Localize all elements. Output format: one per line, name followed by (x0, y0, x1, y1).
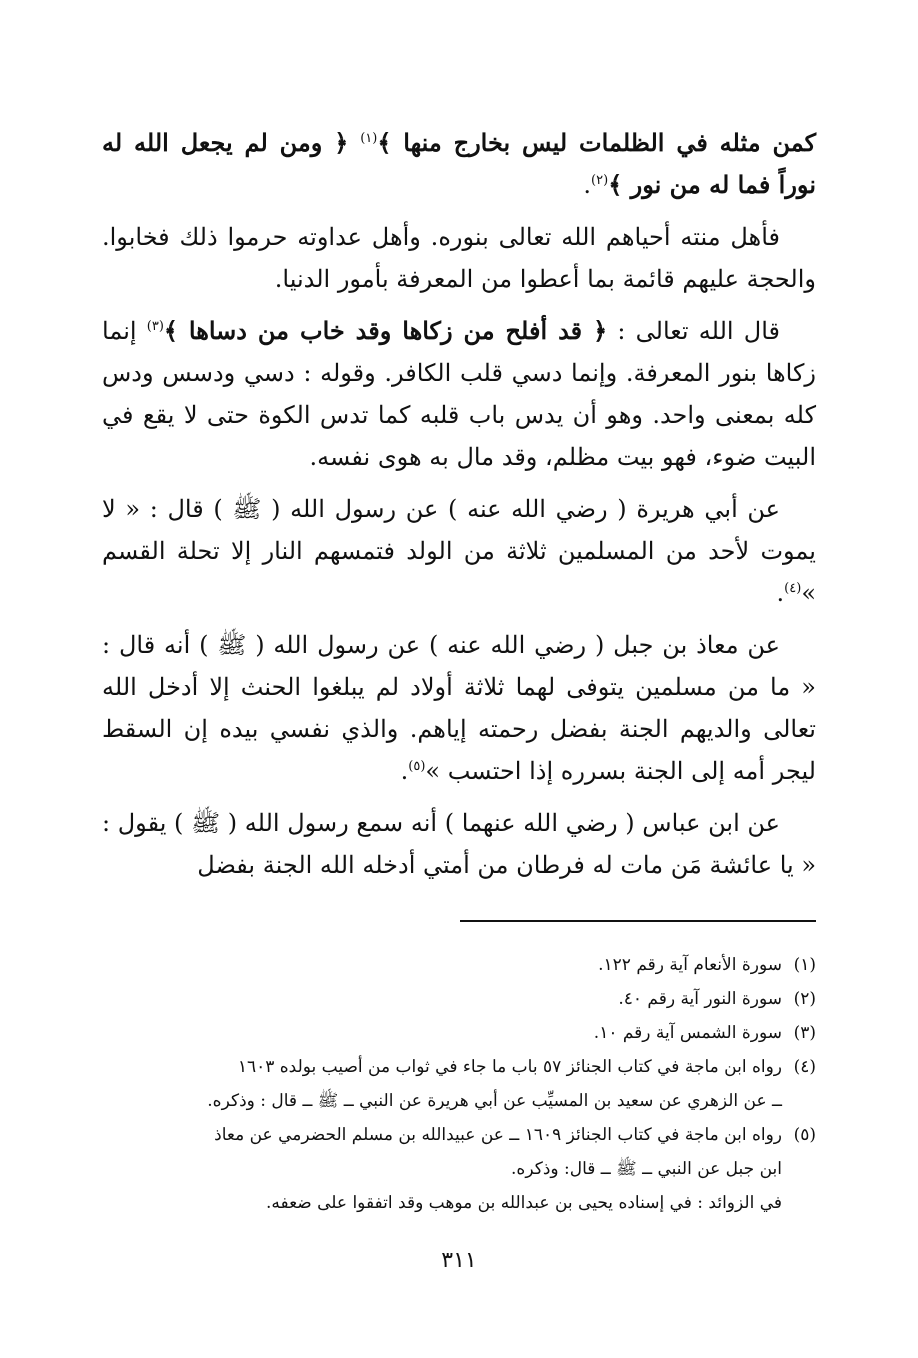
footnote-number: (٢) (793, 989, 816, 1009)
footnote-ref: (١) (360, 131, 378, 146)
footnote-text: سورة الأنعام آية رقم ١٢٢. (598, 955, 782, 975)
footnotes (102, 948, 816, 1220)
punctuation: . (776, 579, 785, 607)
footnote-ref: (٥) (408, 759, 426, 774)
footnote-number: (٥) (793, 1125, 816, 1145)
footnote-ref: (٤) (784, 581, 802, 596)
footnote-1 (102, 948, 816, 982)
footnote-zawaid-note: في الزوائد : في إسناده يحيى بن عبدالله بن موهب وقد اتفقوا على ضعفه. (265, 1193, 782, 1213)
footnote-2 (102, 982, 816, 1016)
paragraph-rest: إنما زكاها بنور المعرفة. وإنما دسي قلب الكافر. وقوله : دسي ودسس ودس كله بمعنى واحد. وهو أن يدس باب قلبه كما تدس الكوة حتى لا يقع في البيت ضوء، فهو بيت مظلم، وقد مال به هوى نفسه. (102, 317, 816, 471)
footnote-text: رواه ابن ماجة في كتاب الجنائز ١٦٠٩ ــ عن عبيدالله بن مسلم الحضرمي عن معاذ (214, 1125, 782, 1145)
footnote-number: (٣) (793, 1023, 816, 1043)
footnote-divider (460, 920, 816, 922)
footnote-ref: (٣) (146, 319, 164, 334)
footnote-number: (٤) (793, 1057, 816, 1077)
footnote-ref: (٢) (591, 173, 609, 188)
hadith-text: عن أبي هريرة ( رضي الله عنه ) عن رسول الله ( ﷺ ) قال : « لا يموت لأحد من المسلمين ثلاثة من الولد فتمسهم النار إلا تحلة القسم » (102, 495, 816, 607)
quran-verse: ﴿ قد أفلح من زكاها وقد خاب من دساها ﴾ (163, 316, 608, 345)
paragraph-4 (102, 488, 816, 614)
paragraph-lead: قال الله تعالى : (607, 317, 780, 345)
page-number: ٣١١ (441, 1248, 477, 1273)
footnote-3 (102, 1016, 816, 1050)
punctuation: . (400, 757, 409, 785)
footnote-4 (102, 1050, 816, 1084)
hadith-text: عن معاذ بن جبل ( رضي الله عنه ) عن رسول الله ( ﷺ ) أنه قال : « ما من مسلمين يتوفى لهما ثلاثة أولاد لم يبلغوا الحنث إلا أدخل الله تعالى والديهم الجنة بفضل رحمته إياهم. والذي نفسي بيده إن السقط ليجر أمه إلى الجنة بسرره إذا احتسب » (102, 631, 816, 785)
footnote-text: سورة الشمس آية رقم ١٠. (593, 1023, 782, 1043)
paragraph-2: فأهل منته أحياهم الله تعالى بنوره. وأهل عداوته حرموا ذلك فخابوا. والحجة عليهم قائمة بما أعطوا من المعرفة بأمور الدنيا. (102, 223, 816, 293)
quran-verse: ﴿ ومن لم يجعل الله له نوراً فما له من نور ﴾ (102, 128, 816, 199)
paragraph-6: عن ابن عباس ( رضي الله عنهما ) أنه سمع رسول الله ( ﷺ ) يقول : « يا عائشة مَن مات له فرطان من أمتي أدخله الله الجنة بفضل (102, 809, 816, 879)
footnote-5 (102, 1118, 816, 1152)
footnote-4-continued: ــ عن الزهري عن سعيد بن المسيِّب عن أبي هريرة عن النبي ــ ﷺ ــ قال : وذكره. (207, 1091, 782, 1111)
quran-verse: كمن مثله في الظلمات ليس بخارج منها ﴾ (377, 128, 817, 157)
footnote-text: رواه ابن ماجة في كتاب الجنائز ٥٧ باب ما جاء في ثواب من أصيب بولده ١٦٠٣ (237, 1057, 782, 1077)
footnote-5-continued: ابن جبل عن النبي ــ ﷺ ــ قال: وذكره. (511, 1159, 782, 1179)
footnote-number: (١) (793, 955, 816, 975)
paragraph-1 (102, 122, 816, 206)
footnote-text: سورة النور آية رقم ٤٠. (618, 989, 782, 1009)
paragraph-5 (102, 624, 816, 792)
paragraph-3 (102, 310, 816, 478)
main-text (102, 122, 816, 896)
punctuation: . (583, 171, 592, 199)
